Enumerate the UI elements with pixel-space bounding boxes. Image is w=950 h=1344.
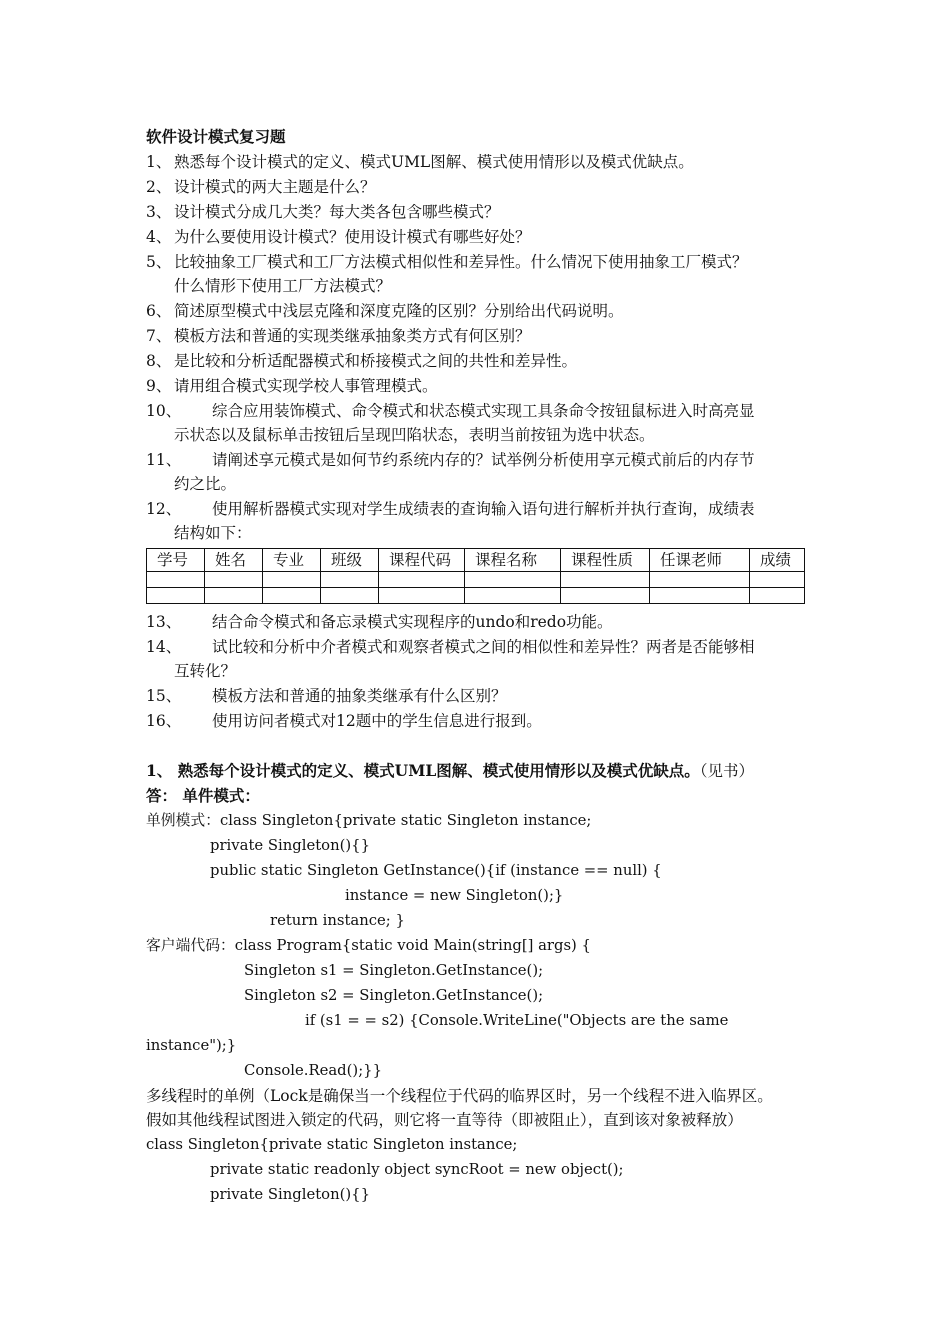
question-3: 3、 设计模式分成几大类？每大类各包含哪些模式？ xyxy=(146,203,500,221)
table-cell xyxy=(750,572,805,588)
table-cell xyxy=(561,588,650,604)
code-line: Console.Read();}} xyxy=(244,1062,383,1079)
question-12-cont: 结构如下： xyxy=(174,524,252,542)
table-header-cell: 课程名称 xyxy=(465,549,561,572)
code-line: Singleton s1 = Singleton.GetInstance(); xyxy=(244,962,544,979)
question-1: 1、 熟悉每个设计模式的定义、模式UML图解、模式使用情形以及模式优缺点。 xyxy=(146,153,694,171)
code-line: private Singleton(){} xyxy=(210,837,370,854)
code-line: return instance; } xyxy=(270,912,405,929)
table-header-cell: 任课老师 xyxy=(650,549,750,572)
question-4: 4、 为什么要使用设计模式？使用设计模式有哪些好处？ xyxy=(146,228,531,246)
table-cell xyxy=(561,572,650,588)
table-cell xyxy=(205,572,263,588)
table-header-cell: 姓名 xyxy=(205,549,263,572)
table-cell xyxy=(750,588,805,604)
question-10: 10、 综合应用装饰模式、命令模式和状态模式实现工具条命令按钮鼠标进入时高亮显 xyxy=(146,402,755,420)
code-line: class Singleton{private static Singleton instance; xyxy=(146,1136,518,1153)
paragraph-line: 假如其他线程试图进入锁定的代码，则它将一直等待（即被阻止），直到该对象被释放） xyxy=(146,1111,743,1129)
table-header-cell: 学号 xyxy=(147,549,205,572)
table-cell xyxy=(379,572,465,588)
table-cell xyxy=(650,588,750,604)
answer-label: 答： 单件模式： xyxy=(146,786,260,805)
table-cell xyxy=(263,588,321,604)
table-cell xyxy=(147,588,205,604)
table-cell xyxy=(379,588,465,604)
table-row xyxy=(147,572,805,588)
table-cell xyxy=(263,572,321,588)
table-row xyxy=(147,588,805,604)
code-line: 客户端代码：class Program{static void Main(string[] args) { xyxy=(146,937,591,954)
table-header-cell: 课程性质 xyxy=(561,549,650,572)
grade-table xyxy=(146,548,805,604)
code-line: 单例模式：class Singleton{private static Singleton instance; xyxy=(146,812,592,829)
code-line: instance");} xyxy=(146,1037,237,1054)
answer-heading: 1、 熟悉每个设计模式的定义、模式UML图解、模式使用情形以及模式优缺点。（见书） xyxy=(146,761,755,780)
question-15: 15、 模板方法和普通的抽象类继承有什么区别？ xyxy=(146,687,507,705)
table-cell xyxy=(321,572,379,588)
table-header-cell: 班级 xyxy=(321,549,379,572)
table-cell xyxy=(650,572,750,588)
table-header-cell: 专业 xyxy=(263,549,321,572)
question-8: 8、 是比较和分析适配器模式和桥接模式之间的共性和差异性。 xyxy=(146,352,578,370)
question-14-cont: 互转化？ xyxy=(174,662,237,680)
table-cell xyxy=(147,572,205,588)
table-header-cell: 课程代码 xyxy=(379,549,465,572)
question-13: 13、 结合命令模式和备忘录模式实现程序的undo和redo功能。 xyxy=(146,613,613,631)
code-line: instance = new Singleton();} xyxy=(345,887,564,904)
table-header-cell: 成绩 xyxy=(750,549,805,572)
table-cell xyxy=(465,572,561,588)
question-7: 7、 模板方法和普通的实现类继承抽象类方式有何区别？ xyxy=(146,327,531,345)
table-cell xyxy=(465,588,561,604)
question-11: 11、 请阐述享元模式是如何节约系统内存的？试举例分析使用享元模式前后的内存节 xyxy=(146,451,755,469)
question-5-cont: 什么情形下使用工厂方法模式？ xyxy=(174,277,392,295)
code-line: Singleton s2 = Singleton.GetInstance(); xyxy=(244,987,544,1004)
table-cell xyxy=(205,588,263,604)
code-line: public static Singleton GetInstance(){if (instance == null) { xyxy=(210,862,662,879)
document-title: 软件设计模式复习题 xyxy=(146,127,286,146)
code-line: private Singleton(){} xyxy=(210,1186,370,1203)
question-12: 12、 使用解析器模式实现对学生成绩表的查询输入语句进行解析并执行查询，成绩表 xyxy=(146,500,755,518)
question-14: 14、 试比较和分析中介者模式和观察者模式之间的相似性和差异性？两者是否能够相 xyxy=(146,638,755,656)
code-line: if (s1 = = s2) {Console.WriteLine("Objects are the same xyxy=(305,1012,729,1029)
question-5: 5、 比较抽象工厂模式和工厂方法模式相似性和差异性。什么情况下使用抽象工厂模式？ xyxy=(146,253,748,271)
question-16: 16、 使用访问者模式对12题中的学生信息进行报到。 xyxy=(146,712,542,730)
question-9: 9、 请用组合模式实现学校人事管理模式。 xyxy=(146,377,438,395)
question-11-cont: 约之比。 xyxy=(174,475,237,493)
paragraph-line: 多线程时的单例（Lock是确保当一个线程位于代码的临界区时，另一个线程不进入临界区。 xyxy=(146,1087,773,1105)
table-cell xyxy=(321,588,379,604)
code-line: private static readonly object syncRoot = new object(); xyxy=(210,1161,624,1178)
question-6: 6、 简述原型模式中浅层克隆和深度克隆的区别？分别给出代码说明。 xyxy=(146,302,624,320)
table-header-row xyxy=(147,549,805,572)
question-10-cont: 示状态以及鼠标单击按钮后呈现凹陷状态，表明当前按钮为选中状态。 xyxy=(174,426,655,444)
question-2: 2、 设计模式的两大主题是什么？ xyxy=(146,178,376,196)
